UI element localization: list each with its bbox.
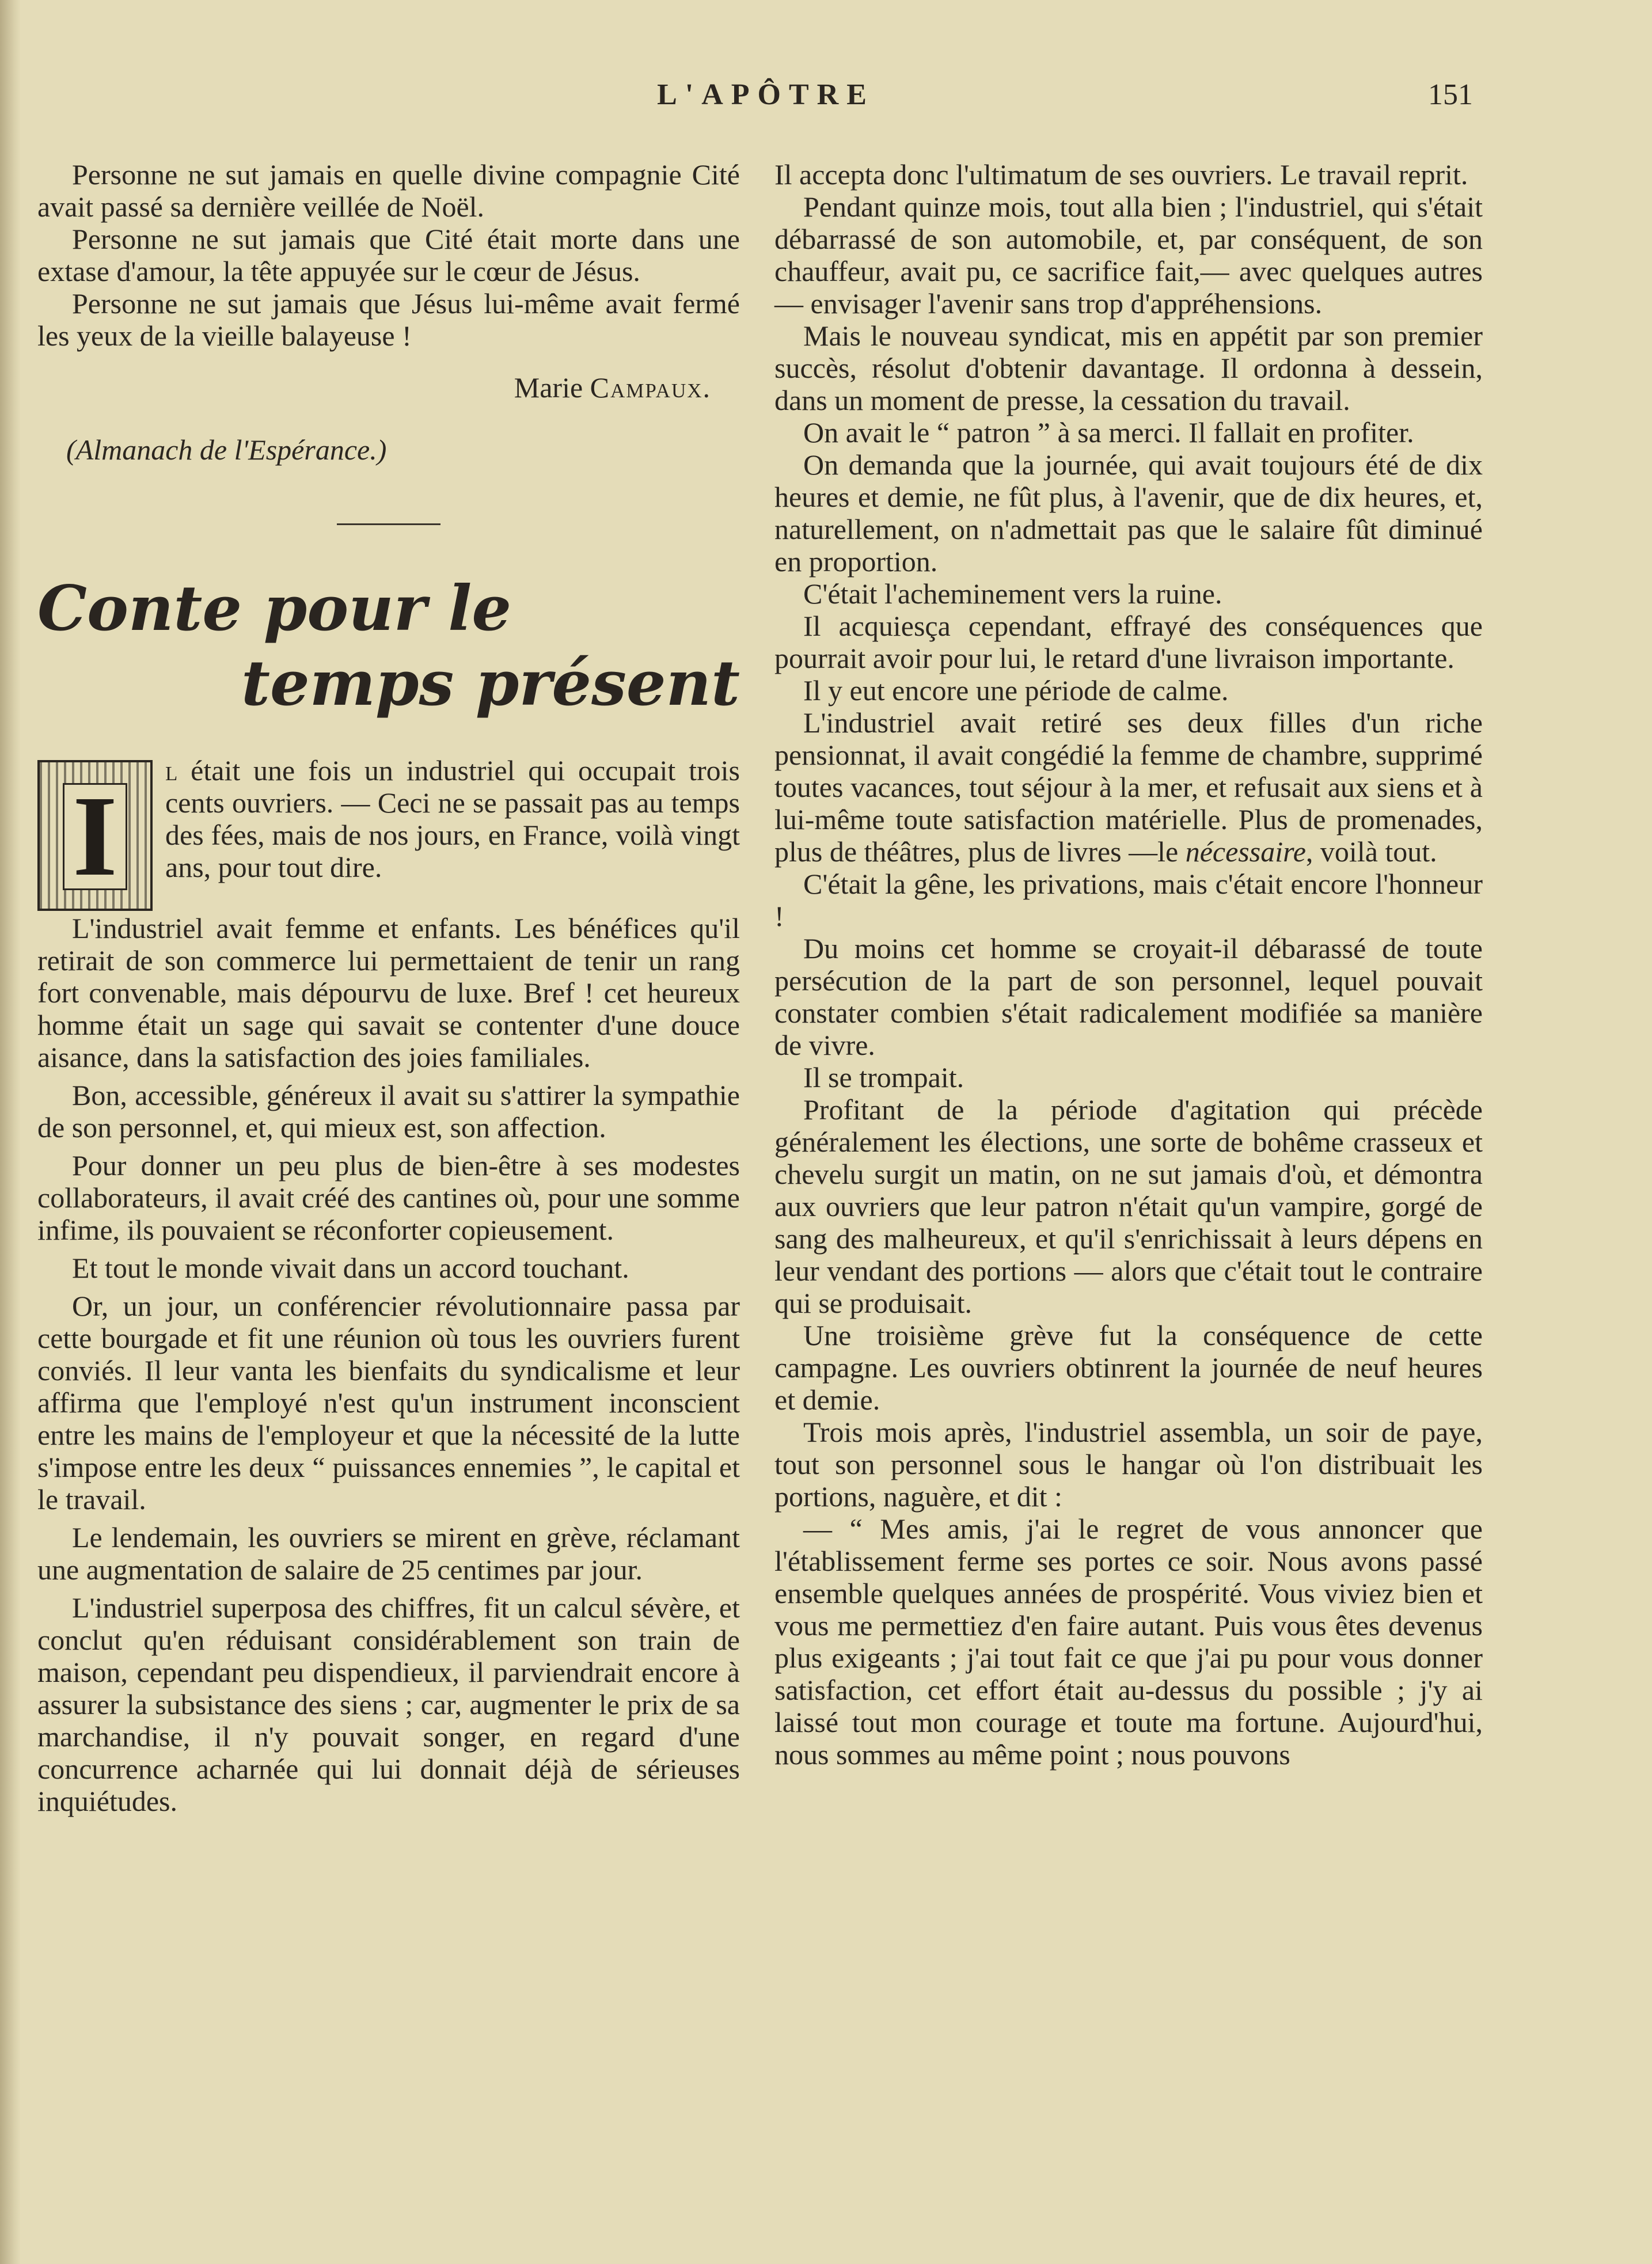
running-title: L'APÔTRE xyxy=(657,78,875,111)
closing-paragraph: Personne ne sut jamais que Jésus lui-même avait fermé les yeux de la vieille balayeuse ! xyxy=(37,287,740,352)
story-paragraph: Le lendemain, les ouvriers se mirent en grève, réclamant une augmentation de salaire de 25 centimes par jour. xyxy=(37,1521,740,1586)
section-separator xyxy=(337,523,440,525)
story-paragraph: Pour donner un peu plus de bien-être à ses modestes collaborateurs, il avait créé des cantines où, pour une somme infime, ils pouvaient se réconforter copieusement. xyxy=(37,1149,740,1246)
dropcap-frame xyxy=(63,773,127,900)
source-citation: (Almanach de l'Espérance.) xyxy=(66,434,387,466)
story-paragraph: Une troisième grève fut la conséquence de cette campagne. Les ouvriers obtinrent la journée de neuf heures et demie. xyxy=(774,1319,1483,1416)
story-paragraph: Il acquiesça cependant, effrayé des conséquences que pourrait avoir pour lui, le retard d'une livraison importante. xyxy=(774,610,1483,674)
story-paragraph: On avait le “ patron ” à sa merci. Il fallait en profiter. xyxy=(803,416,1414,449)
story-paragraph: Or, un jour, un conférencier révolutionnaire passa par cette bourgade et fit une réunion où tous les ouvriers furent conviés. Il leur vanta les bienfaits du syndicalisme et leur affirma que l'employé n'est qu'un instrument inconscient entre les mains de l'employeur et que la nécessité de la lutte s'impose entre les deux “ puissances ennemies ”, le capital et le travail. xyxy=(37,1290,740,1515)
title-line-1: Conte pour le xyxy=(37,572,512,645)
first-word: l xyxy=(165,754,178,787)
story-paragraph: C'était la gêne, les privations, mais c'était encore l'honneur ! xyxy=(774,868,1483,932)
page-edge-shadow xyxy=(0,0,21,2264)
story-title xyxy=(37,571,740,721)
author-first-name: Marie xyxy=(514,371,583,404)
story-paragraph xyxy=(774,706,1483,868)
story-paragraph: Profitant de la période d'agitation qui précède généralement les élections, une sorte de bohême crasseux et chevelu surgit un matin, on ne sut jamais d'où, et démontra aux ouvriers que leur patron n'était qu'un vampire, gorgé de sang des malheureux, et qu'il s'enrichissait à leurs dépens en leur vendant des portions — alors que c'était tout le contraire qui se produisait. xyxy=(774,1093,1483,1319)
paragraph-text: , voilà tout. xyxy=(1305,835,1437,868)
story-paragraph: Il accepta donc l'ultimatum de ses ouvriers. Le travail reprit. xyxy=(774,158,1468,191)
author-last-name: Campaux. xyxy=(590,371,711,404)
author-signature xyxy=(37,371,740,404)
story-paragraph: L'industriel avait femme et enfants. Les bénéfices qu'il retirait de son commerce lui permettaient de tenir un rang fort convenable, mais dépourvu de luxe. Bref ! cet heureux homme était un sage qui savait se contenter d'une douce aisance, dans la satisfaction des joies familiales. xyxy=(37,912,740,1073)
opening-paragraph xyxy=(37,754,740,912)
dropcap-letter: I xyxy=(73,773,117,900)
story-paragraph: Mais le nouveau syndicat, mis en appétit par son premier succès, résolut d'obtenir davantage. Il ordonna à dessein, dans un moment de presse, la cessation du travail. xyxy=(774,320,1483,416)
closing-paragraph: Personne ne sut jamais que Cité était morte dans une extase d'amour, la tête appuyée sur le cœur de Jésus. xyxy=(37,223,740,287)
story-paragraph: Pendant quinze mois, tout alla bien ; l'industriel, qui s'était débarrassé de son automobile, et, par conséquent, de son chauffeur, avait pu, ce sacrifice fait,— avec quelques autres — envisager l'avenir sans trop d'appréhensions. xyxy=(774,191,1483,320)
right-column xyxy=(774,158,1483,1771)
story-paragraph: Il se trompait. xyxy=(803,1061,964,1093)
story-paragraph: Et tout le monde vivait dans un accord touchant. xyxy=(72,1252,629,1284)
page-number: 151 xyxy=(1428,78,1473,111)
title-line-2: temps présent xyxy=(241,647,740,720)
paragraph-text: L'industriel avait retiré ses deux filles d'un riche pensionnat, il avait congédié la femme de chambre, supprimé toutes vacances, tout séjour à la mer, et refusait aux siens et à lui-même toute satisfaction matérielle. Plus de promenades, plus de théâtres, plus de livres —le xyxy=(774,706,1483,868)
story-paragraph: L'industriel superposa des chiffres, fit un calcul sévère, et conclut qu'en réduisant considérablement son train de maison, cependant peu dispendieux, il parviendrait encore à assurer la subsistance des siens ; car, augmenter le prix de sa marchandise, il n'y pouvait songer, en regard d'une concurrence acharnée qui lui donnait déjà de sérieuses inquiétudes. xyxy=(37,1591,740,1817)
left-column xyxy=(37,158,740,1817)
opening-text: était une fois un industriel qui occupait trois cents ouvriers. — Ceci ne se passait pas au temps des fées, mais de nos jours, en France, voilà vingt ans, pour tout dire. xyxy=(165,754,740,883)
story-paragraph: Du moins cet homme se croyait-il débarassé de toute persécution de la part de son personnel, lequel pouvait constater combien s'était radicalement modifiée sa manière de vivre. xyxy=(774,932,1483,1061)
story-paragraph: On demanda que la journée, qui avait toujours été de dix heures et demie, ne fût plus, à l'avenir, que de dix heures, et, naturellement, on n'admettait pas que le salaire fût diminué en proportion. xyxy=(774,449,1483,578)
ornamental-dropcap xyxy=(37,760,153,911)
story-paragraph: Trois mois après, l'industriel assembla, un soir de paye, tout son personnel sous le hangar où l'on distribuait les portions, naguère, et dit : xyxy=(774,1416,1483,1513)
story-paragraph: — “ Mes amis, j'ai le regret de vous annoncer que l'établissement ferme ses portes ce soir. Nous avons passé ensemble quelques années de prospérité. Vous viviez bien et vous me permettiez d'en faire autant. Puis vous êtes devenus plus exigeants ; j'ai tout fait ce que j'ai pu pour vous donner satisfaction, cet effort était au-dessus du possible ; j'y ai laissé tout mon courage et toute ma fortune. Aujourd'hui, nous sommes au même point ; nous pouvons xyxy=(774,1513,1483,1771)
closing-paragraph: Personne ne sut jamais en quelle divine compagnie Cité avait passé sa dernière veillée de Noël. xyxy=(37,158,740,223)
italic-word: nécessaire xyxy=(1185,835,1306,868)
story-paragraph: Bon, accessible, généreux il avait su s'attirer la sympathie de son personnel, et, qui mieux est, son affection. xyxy=(37,1079,740,1144)
story-paragraph: Il y eut encore une période de calme. xyxy=(803,674,1229,706)
story-paragraph: C'était l'acheminement vers la ruine. xyxy=(803,578,1222,610)
